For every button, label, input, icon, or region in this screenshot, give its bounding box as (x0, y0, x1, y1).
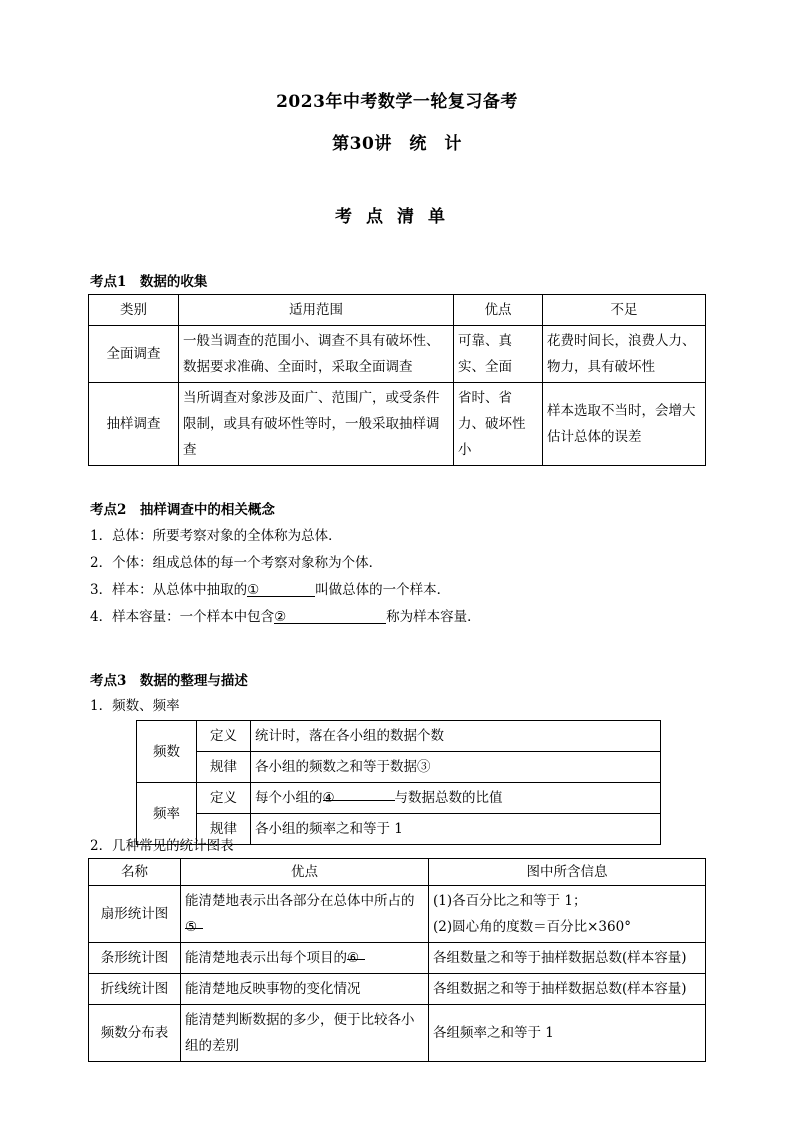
marker-1: ① (247, 582, 260, 598)
table-header-row (89, 859, 706, 886)
size-text-post: 称为样本容量． (386, 609, 481, 625)
pie-info-1: (1)各百分比之和等于 1； (433, 893, 587, 909)
marker-3: ③ (417, 759, 431, 775)
row-type: 全面调查 (89, 326, 179, 383)
table-row (89, 326, 706, 383)
label-rule: 规律 (197, 814, 251, 845)
sample-text-pre: 3．样本：从总体中抽取的 (90, 582, 248, 598)
chart-name-bar: 条形统计图 (89, 943, 181, 974)
sample-text-post: 叫做总体的一个样本． (315, 582, 451, 598)
concept-individual: 2．个体：组成总体的每一个考察对象称为个体． (90, 555, 383, 571)
sub-heading-frequency: 1．频数、频率 (90, 698, 180, 714)
table-row (89, 383, 706, 466)
blank-6 (347, 945, 365, 966)
pie-adv-text: 能清楚地表示出各部分在总体中所占的 (185, 893, 415, 909)
freq-rule-text: 各小组的频数之和等于数据 (255, 759, 417, 775)
freq-count-definition: 统计时，落在各小组的数据个数 (251, 721, 661, 752)
table-row (89, 974, 706, 1005)
marker-4: ④ (322, 790, 335, 806)
chart-info-line: 各组数据之和等于抽样数据总数(样本容量) (429, 974, 706, 1005)
rate-def-pre: 每个小组的 (255, 790, 323, 806)
chart-advantage-freq-table: 能清楚判断数据的多少，便于比较各小组的差别 (181, 1005, 429, 1062)
concept-sample (90, 578, 450, 598)
chart-info-freq-table: 各组频率之和等于 1 (429, 1005, 706, 1062)
document-title: 2023年中考数学一轮复习备考 (276, 92, 518, 112)
row-cons: 样本选取不当时，会增大估计总体的误差 (543, 383, 706, 466)
marker-2: ② (274, 609, 287, 625)
chart-name-line: 折线统计图 (89, 974, 181, 1005)
freq-count-rule (251, 752, 661, 783)
header-cons: 不足 (543, 295, 706, 326)
frequency-table (136, 720, 661, 845)
chart-name-freq-table: 频数分布表 (89, 1005, 181, 1062)
table-row (89, 886, 706, 943)
row-scope: 当所调查对象涉及面广、范围广，或受条件限制，或具有破坏性等时，一般采取抽样调查 (179, 383, 454, 466)
chart-types-table (88, 858, 706, 1062)
sub-heading-charts: 2．几种常见的统计图表 (90, 838, 234, 854)
size-text-pre: 4．样本容量：一个样本中包含 (90, 609, 275, 625)
pie-info-2: (2)圆心角的度数＝百分比×360° (433, 919, 631, 935)
label-definition: 定义 (197, 783, 251, 814)
row-type: 抽样调查 (89, 383, 179, 466)
header-advantage: 优点 (181, 859, 429, 886)
table-row (89, 943, 706, 974)
row-pros: 可靠、真实、全面 (454, 326, 543, 383)
marker-5: ⑤ (185, 919, 198, 935)
table-header-row (89, 295, 706, 326)
concept-population: 1．总体：所要考察对象的全体称为总体． (90, 528, 342, 544)
chart-advantage-line: 能清楚地反映事物的变化情况 (181, 974, 429, 1005)
chart-info-bar: 各组数量之和等于抽样数据总数(样本容量) (429, 943, 706, 974)
marker-6: ⑥ (347, 950, 360, 966)
chart-info-pie (429, 886, 706, 943)
bar-adv-text: 能清楚地表示出每个项目的 (185, 950, 347, 966)
header-scope: 适用范围 (179, 295, 454, 326)
table-row (89, 1005, 706, 1062)
blank-2 (274, 609, 386, 624)
header-name: 名称 (89, 859, 181, 886)
section-title: 考点清单 (335, 207, 459, 227)
concept-sample-size (90, 605, 481, 625)
blank-1 (247, 582, 315, 597)
table-row (137, 721, 661, 752)
row-cons: 花费时间长，浪费人力、物力，具有破坏性 (543, 326, 706, 383)
table-row (137, 752, 661, 783)
kp3-heading: 考点3 数据的整理与描述 (90, 673, 248, 689)
blank-4 (322, 787, 395, 806)
label-rule: 规律 (197, 752, 251, 783)
header-info: 图中所含信息 (429, 859, 706, 886)
chart-name-pie: 扇形统计图 (89, 886, 181, 943)
lecture-title: 第30讲 统 计 (332, 134, 462, 154)
freq-rate-definition (251, 783, 661, 814)
row-scope: 一般当调查的范围小、调查不具有破坏性、数据要求准确、全面时，采取全面调查 (179, 326, 454, 383)
group-frequency-count: 频数 (137, 721, 197, 783)
blank-5 (185, 914, 203, 935)
label-definition: 定义 (197, 721, 251, 752)
chart-advantage-bar (181, 943, 429, 974)
freq-rate-rule: 各小组的频率之和等于 1 (251, 814, 661, 845)
rate-def-post: 与数据总数的比值 (394, 790, 503, 806)
group-frequency-rate: 频率 (137, 783, 197, 845)
header-type: 类别 (89, 295, 179, 326)
data-collection-table (88, 294, 706, 466)
kp1-heading: 考点1 数据的收集 (90, 274, 208, 290)
row-pros: 省时、省力、破坏性小 (454, 383, 543, 466)
chart-advantage-pie (181, 886, 429, 943)
kp2-heading: 考点2 抽样调查中的相关概念 (90, 502, 275, 518)
header-pros: 优点 (454, 295, 543, 326)
table-row (137, 783, 661, 814)
